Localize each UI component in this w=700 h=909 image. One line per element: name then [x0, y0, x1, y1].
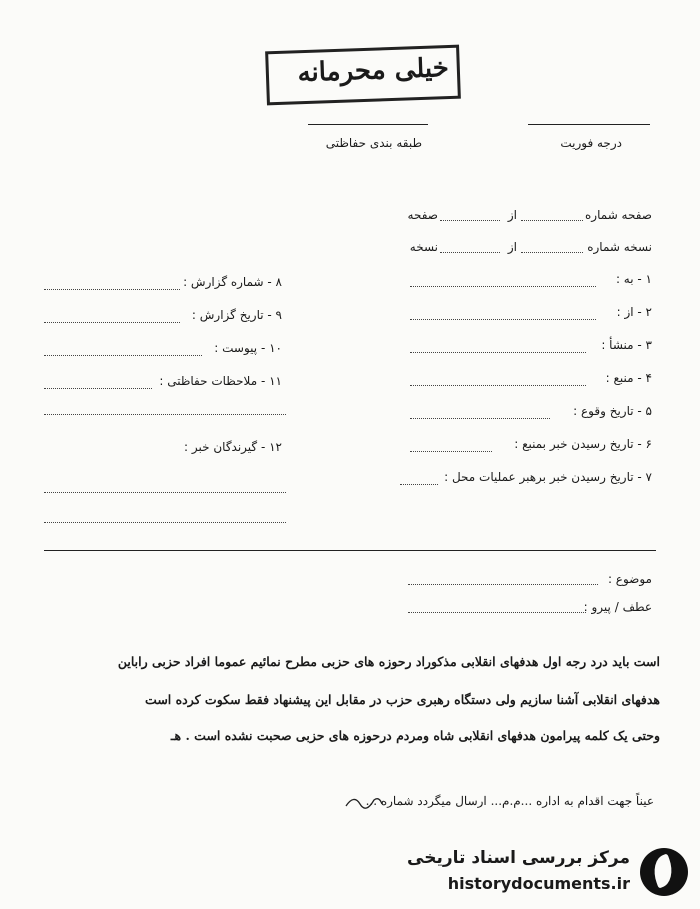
- field-recipients-label: ۱۲ - گیرندگان خبر :: [184, 440, 282, 454]
- leaf-icon: [648, 853, 677, 888]
- subject-blank: [408, 584, 598, 585]
- page-total-blank: [440, 220, 500, 221]
- closing-line: عیناً جهت اقدام به اداره ...م.م... ارسال میگردد شماره ...: [365, 794, 654, 808]
- field-event-date-label: ۵ - تاریخ وقوع :: [573, 404, 652, 418]
- page-number-blank: [521, 220, 583, 221]
- signature-scribble: [344, 792, 384, 812]
- field-attachment-label: ۱۰ - پیوست :: [214, 341, 282, 355]
- reference-blank: [408, 612, 586, 613]
- field-from-label: ۲ - از :: [616, 305, 652, 319]
- page-number-unit: صفحه: [407, 208, 438, 222]
- field-report-number-label: ۸ - شماره گزارش :: [183, 275, 282, 289]
- urgency-label: درجه فوریت: [560, 136, 622, 150]
- stamp-text: خیلی محرمانه: [297, 53, 450, 89]
- field-leader-receipt-blank: [400, 484, 438, 485]
- body-line-1: است باید درد رجه اول هدفهای انقلابی مذکوراد رحوزه های حزبی مطرح نمائیم عموما افراد حزبی راباین: [117, 654, 660, 669]
- classification-stamp: [265, 45, 461, 106]
- field-origin-blank: [410, 352, 586, 353]
- field-report-date-blank: [44, 322, 180, 323]
- field-leader-receipt-label: ۷ - تاریخ رسیدن خبر برهبر عملیات محل :: [444, 470, 652, 484]
- field-recipients-line-1: [44, 492, 286, 493]
- field-attachment-blank: [44, 355, 202, 356]
- org-name: مرکز بررسی اسناد تاریخی: [407, 848, 630, 868]
- copy-number-unit: نسخه: [409, 240, 438, 254]
- field-security-notes-blank: [44, 388, 152, 389]
- body-line-2: هدفهای انقلابی آشنا سازیم ولی دستگاه رهبری حزب در مقابل این پیشنهاد فقط سکوت کرده است: [145, 692, 660, 707]
- field-event-date-blank: [410, 418, 550, 419]
- field-origin-label: ۳ - منشأ :: [601, 338, 652, 352]
- org-url[interactable]: historydocuments.ir: [447, 874, 630, 893]
- field-to-blank: [410, 286, 596, 287]
- reference-label: عطف / پیرو :: [583, 600, 652, 614]
- page-number-label: صفحه شماره: [585, 208, 652, 222]
- body-line-3: وحتی یک کلمه پیرامون هدفهای انقلابی شاه ومردم درحوزه های حزبی صحبت نشده است . هـ: [170, 728, 660, 743]
- subject-label: موضوع :: [607, 572, 652, 586]
- field-source-blank: [410, 385, 586, 386]
- field-source-label: ۴ - منبع :: [605, 371, 652, 385]
- copy-total-blank: [440, 252, 500, 253]
- copy-number-blank: [521, 252, 583, 253]
- field-recipients-line-2: [44, 522, 286, 523]
- copy-number-of: از: [507, 240, 517, 254]
- section-divider: [44, 550, 656, 551]
- field-source-receipt-blank: [410, 451, 492, 452]
- classification-label: طبقه بندی حفاظتی: [325, 136, 422, 150]
- field-to-label: ۱ - به :: [615, 272, 652, 286]
- page-number-of: از: [507, 208, 517, 222]
- field-from-blank: [410, 319, 596, 320]
- org-logo-icon: [640, 848, 688, 896]
- urgency-line: [528, 124, 650, 125]
- copy-number-label: نسخه شماره: [587, 240, 652, 254]
- classification-line: [308, 124, 428, 125]
- field-report-date-label: ۹ - تاریخ گزارش :: [191, 308, 282, 322]
- field-report-number-blank: [44, 289, 180, 290]
- field-source-receipt-label: ۶ - تاریخ رسیدن خبر بمنبع :: [514, 437, 652, 451]
- field-security-notes-label: ۱۱ - ملاحظات حفاظتی :: [159, 374, 282, 388]
- field-security-notes-line-2: [44, 414, 286, 415]
